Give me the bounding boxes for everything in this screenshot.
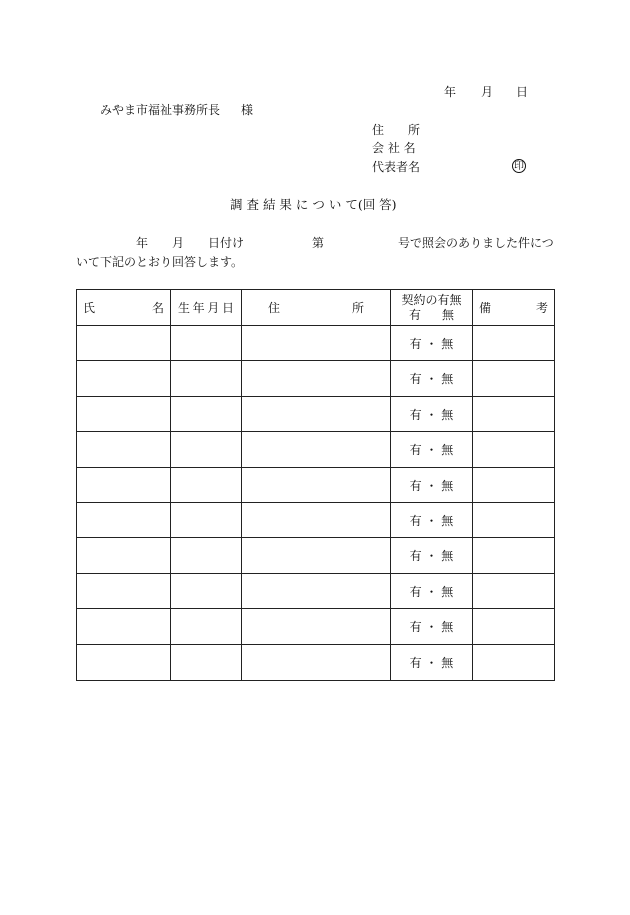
- cell-text-contract: 有 ・ 無: [409, 549, 454, 564]
- header-name: [77, 290, 171, 326]
- table-cell-birthdate: [171, 397, 242, 432]
- body-year: 年: [136, 236, 149, 250]
- table-cell-contract: [391, 645, 473, 680]
- table-cell-birthdate: [171, 609, 242, 644]
- cell-text-contract: 有 ・ 無: [409, 620, 454, 635]
- date-month-label: 月: [481, 85, 494, 99]
- table-cell-name: [77, 503, 171, 538]
- table-cell-address: [242, 574, 391, 609]
- body-dated: 日付け: [208, 236, 245, 250]
- table-cell-name: [77, 574, 171, 609]
- table-cell-remarks: [473, 397, 554, 432]
- table-cell-remarks: [473, 503, 554, 538]
- table-cell-name: [77, 397, 171, 432]
- table-cell-birthdate: [171, 326, 242, 361]
- header-address: [242, 290, 391, 326]
- table-cell-remarks: [473, 432, 554, 467]
- table-cell-birthdate: [171, 432, 242, 467]
- table-cell-contract: [391, 574, 473, 609]
- header-birthdate-3: 月: [207, 301, 220, 315]
- header-contract-no: 無: [441, 308, 454, 322]
- header-name-1: 氏: [83, 301, 96, 315]
- cell-text-contract: 有 ・ 無: [409, 655, 454, 670]
- header-contract-yes: 有: [409, 308, 422, 322]
- header-remarks-1: 備: [479, 301, 492, 315]
- table-cell-address: [242, 432, 391, 467]
- table-cell-address: [242, 645, 391, 680]
- body-text: 号で照会のありました件につ: [398, 236, 554, 250]
- table-cell-remarks: [473, 609, 554, 644]
- table-cell-birthdate: [171, 574, 242, 609]
- cell-text-contract: 有 ・ 無: [409, 478, 454, 493]
- table-cell-remarks: [473, 326, 554, 361]
- header-birthdate-1: 生: [178, 301, 191, 315]
- cell-text-contract: 有 ・ 無: [409, 372, 454, 387]
- table-cell-address: [242, 326, 391, 361]
- header-remarks-2: 考: [535, 301, 548, 315]
- table-cell-address: [242, 609, 391, 644]
- table-cell-remarks: [473, 468, 554, 503]
- cell-text-contract: 有 ・ 無: [409, 443, 454, 458]
- address-label-2: 所: [408, 123, 421, 137]
- header-birthdate-4: 日: [221, 301, 234, 315]
- header-contract: [391, 290, 473, 326]
- representative-label: 代表者名: [372, 160, 421, 174]
- table-cell-name: [77, 609, 171, 644]
- date-year-label: 年: [444, 85, 457, 99]
- table-cell-address: [242, 468, 391, 503]
- header-name-2: 名: [151, 301, 164, 315]
- table-cell-contract: [391, 397, 473, 432]
- table-cell-contract: [391, 361, 473, 396]
- cell-text-contract: 有 ・ 無: [409, 584, 454, 599]
- table-cell-contract: [391, 432, 473, 467]
- table-cell-birthdate: [171, 538, 242, 573]
- document-title: 調 査 結 果 に つ い て(回 答): [230, 197, 397, 212]
- cell-text-contract: 有 ・ 無: [409, 337, 454, 351]
- table-cell-name: [77, 432, 171, 467]
- table-cell-contract: [391, 538, 473, 573]
- table-cell-remarks: [473, 574, 554, 609]
- table-cell-name: [77, 645, 171, 680]
- table-cell-remarks: [473, 538, 554, 573]
- table-cell-remarks: [473, 645, 554, 680]
- table-cell-contract: [391, 468, 473, 503]
- header-address-2: 所: [351, 301, 364, 315]
- table-cell-name: [77, 326, 171, 361]
- body-text-line2: いて下記のとおり回答します。: [76, 255, 244, 269]
- header-remarks: [473, 290, 554, 326]
- table-cell-address: [242, 503, 391, 538]
- header-address-1: 住: [268, 301, 281, 315]
- table-cell-contract: [391, 326, 473, 361]
- header-birthdate-2: 年: [192, 301, 205, 315]
- table-cell-name: [77, 361, 171, 396]
- table-cell-birthdate: [171, 645, 242, 680]
- recipient-name: みやま市福祉事務所長: [100, 103, 221, 117]
- company-label: 会 社 名: [372, 141, 416, 155]
- cell-text-contract: 有 ・ 無: [409, 407, 454, 422]
- table-cell-address: [242, 538, 391, 573]
- table-cell-name: [77, 468, 171, 503]
- table-cell-birthdate: [171, 468, 242, 503]
- table-cell-birthdate: [171, 503, 242, 538]
- table-cell-contract: [391, 503, 473, 538]
- address-label-1: 住: [372, 123, 385, 137]
- body-month: 月: [172, 236, 185, 250]
- table-cell-address: [242, 361, 391, 396]
- body-number-prefix: 第: [312, 236, 325, 250]
- cell-text-contract: 有 ・ 無: [409, 514, 454, 528]
- header-contract-top: 契約の有無: [401, 293, 462, 307]
- table-cell-address: [242, 397, 391, 432]
- table-cell-birthdate: [171, 361, 242, 396]
- seal-mark: 印: [514, 161, 524, 172]
- table-cell-name: [77, 538, 171, 573]
- header-birthdate: [171, 290, 242, 326]
- honorific: 様: [241, 103, 254, 117]
- response-table: [76, 289, 555, 681]
- table-cell-contract: [391, 609, 473, 644]
- date-day-label: 日: [516, 85, 529, 99]
- table-cell-remarks: [473, 361, 554, 396]
